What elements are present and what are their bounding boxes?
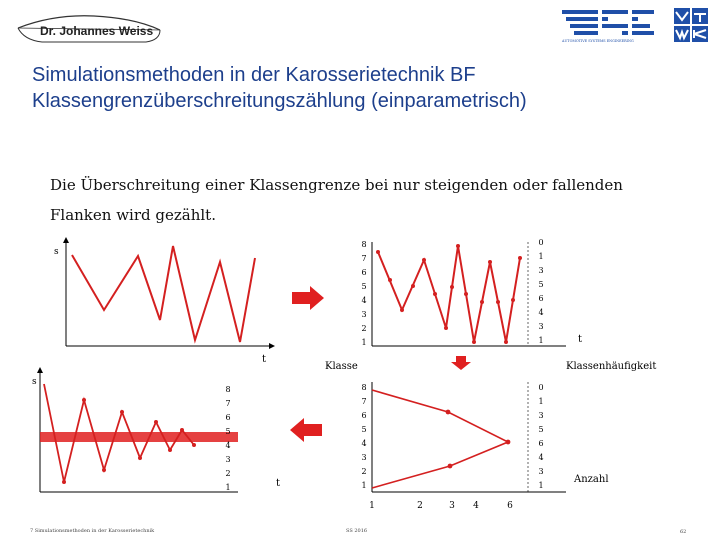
count-label: 5 (538, 425, 544, 434)
axis-label-s: s (54, 247, 59, 257)
class-tick-label: 6 (361, 268, 367, 277)
turning-point (82, 398, 86, 402)
class-tick-label: 3 (225, 455, 231, 464)
plot-bottom-right (361, 382, 608, 511)
title-line-1: Simulationsmethoden in der Karosserietechnik BF (32, 64, 476, 86)
count-label: 5 (538, 280, 544, 289)
frequency-point (448, 464, 453, 469)
plot-bottom-left (32, 370, 280, 492)
label-anzahl: Anzahl (574, 474, 609, 485)
arrow-right-icon (292, 286, 324, 310)
crossing-point (376, 250, 380, 254)
class-tick-label: 3 (361, 310, 367, 319)
count-label: 0 (538, 383, 544, 392)
count-label: 3 (538, 411, 544, 420)
count-label: 0 (538, 238, 544, 247)
class-tick-label: 4 (361, 439, 367, 448)
class-tick-label: 5 (225, 427, 231, 436)
axis-label-s-bottom: s (32, 377, 37, 387)
count-label: 4 (538, 453, 544, 462)
crossing-point (422, 258, 426, 262)
crossing-point (472, 340, 476, 344)
crossing-point (464, 292, 468, 296)
crossing-point (504, 340, 508, 344)
footer-center: SS 2016 (346, 528, 368, 534)
frequency-point (446, 410, 451, 415)
count-axis-tick: 4 (473, 501, 479, 511)
count-axis-tick: 3 (449, 501, 455, 511)
signal-line (72, 246, 255, 342)
count-axis-tick: 1 (369, 501, 375, 511)
crossing-point (400, 308, 404, 312)
crossing-point (411, 284, 415, 288)
count-label: 6 (538, 439, 544, 448)
count-label: 4 (538, 308, 544, 317)
class-tick-label: 1 (225, 483, 231, 492)
footer-page: 62 (680, 529, 687, 535)
crossing-point (444, 326, 448, 330)
frequency-distribution-line (372, 390, 508, 488)
class-tick-label: 6 (361, 411, 367, 420)
count-axis-tick: 6 (507, 501, 513, 511)
arrow-left-icon (290, 418, 322, 442)
class-tick-label: 5 (361, 282, 367, 291)
footer-left: 7 Simulationsmethoden in der Karosserietechnik (30, 528, 155, 534)
count-label: 3 (538, 467, 544, 476)
class-tick-label: 7 (361, 397, 367, 406)
class-tick-label: 3 (361, 453, 367, 462)
axis-label-t-right: t (578, 334, 583, 345)
class-tick-label: 8 (225, 385, 231, 394)
class-tick-label: 8 (361, 240, 367, 249)
arrow-down-icon (451, 356, 471, 370)
plot-top-right (325, 238, 656, 372)
crossing-point (511, 298, 515, 302)
turning-point (168, 448, 172, 452)
ase-logo-subtitle: AUTOMOTIVE SYSTEMS ENGINEERING (562, 39, 634, 43)
crossing-point (433, 292, 437, 296)
plot-top-left (54, 240, 272, 365)
class-band-highlight (40, 432, 238, 442)
count-label: 6 (538, 294, 544, 303)
turning-point (154, 420, 158, 424)
crossing-point (456, 244, 460, 248)
turning-point (138, 456, 142, 460)
frequency-point (506, 440, 511, 445)
crossing-point (496, 300, 500, 304)
class-tick-label: 7 (225, 399, 231, 408)
axis-label-t-bottom: t (276, 478, 281, 489)
class-tick-label: 4 (361, 296, 367, 305)
turning-point (192, 443, 196, 447)
crossing-point (518, 256, 522, 260)
crossing-point (450, 285, 454, 289)
count-axis-tick: 2 (417, 501, 423, 511)
label-klasse: Klasse (325, 361, 358, 372)
turning-point (120, 410, 124, 414)
turning-point (62, 480, 66, 484)
lead-text: Die Überschreitung einer Klassengrenze bei nur steigenden oder fallenden Flanken wird gezählt. (50, 176, 623, 224)
class-tick-label: 5 (361, 425, 367, 434)
crossing-point (480, 300, 484, 304)
class-tick-label: 4 (225, 441, 231, 450)
crossing-point (388, 278, 392, 282)
class-tick-label: 2 (225, 469, 231, 478)
axis-label-t: t (262, 354, 267, 365)
signal-line-classified (378, 246, 520, 342)
count-label: 1 (538, 481, 544, 490)
class-tick-label: 6 (225, 413, 231, 422)
crossing-point (488, 260, 492, 264)
class-tick-label: 8 (361, 383, 367, 392)
label-klassenhaeufigkeit: Klassenhäufigkeit (566, 361, 657, 372)
class-tick-label: 7 (361, 254, 367, 263)
class-tick-label: 2 (361, 467, 367, 476)
turning-point (102, 468, 106, 472)
count-label: 1 (538, 252, 544, 261)
turning-point (180, 428, 184, 432)
count-label: 1 (538, 397, 544, 406)
count-label: 3 (538, 322, 544, 331)
author-logo-text: Dr. Johannes Weiss (40, 24, 154, 38)
count-label: 1 (538, 336, 544, 345)
class-tick-label: 2 (361, 324, 367, 333)
title-line-2: Klassengrenzüberschreitungszählung (einparametrisch) (32, 90, 527, 112)
class-tick-label: 1 (361, 481, 367, 490)
class-tick-label: 1 (361, 338, 367, 347)
count-label: 3 (538, 266, 544, 275)
